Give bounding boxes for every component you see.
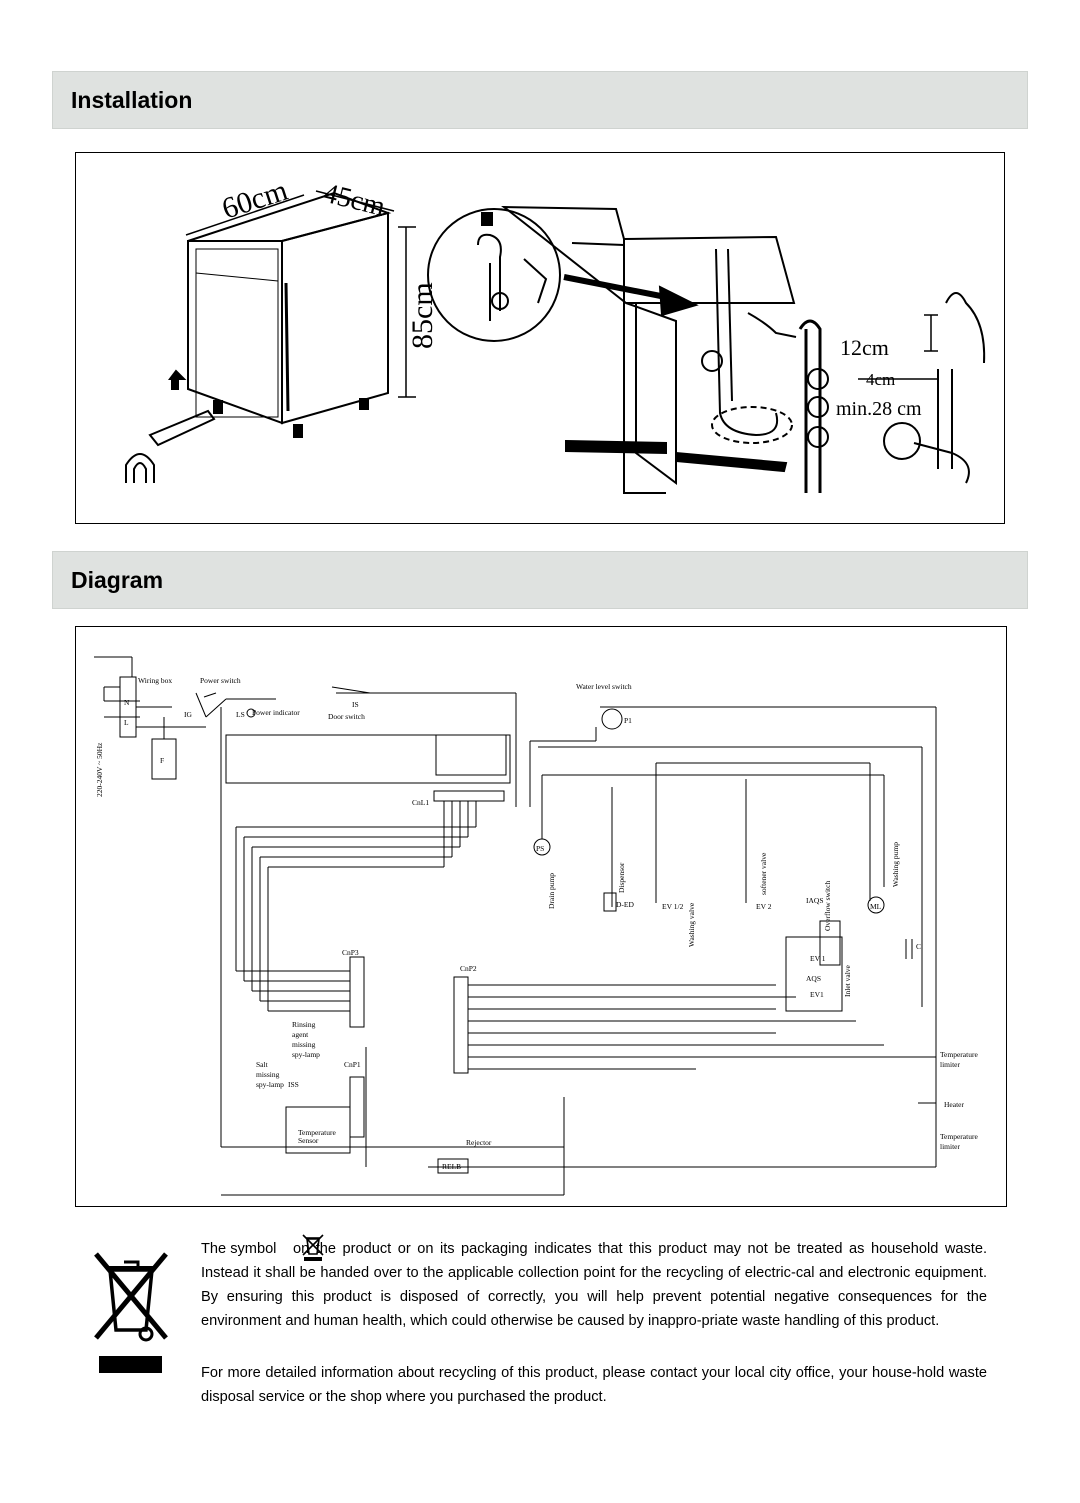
label-c: C <box>916 942 922 951</box>
label-relb: RELB <box>442 1162 462 1171</box>
drain-min-label: min.28 cm <box>836 398 922 420</box>
label-ml: ML <box>870 902 882 911</box>
label-cnp3: CnP3 <box>342 948 359 957</box>
weee-bin-icon <box>92 1248 170 1344</box>
recycling-info-text: For more detailed information about recycling of this product, please contact your local city office, your house-hold waste disposal service or the shop where you purchased the product. <box>201 1365 987 1405</box>
diagram-labels <box>95 676 978 1171</box>
weee-black-bar <box>99 1356 162 1373</box>
diagram-header <box>52 551 1028 609</box>
label-rinsing: Rinsing <box>292 1020 316 1029</box>
label-missing: missing <box>292 1040 316 1049</box>
label-power-indicator: Power indicator <box>252 708 300 717</box>
weee-notice-lead: The symbol <box>201 1241 277 1257</box>
label-iss: ISS <box>288 1080 299 1089</box>
label-drain-pump: Drain pump <box>547 872 556 909</box>
label-ig: IG <box>184 710 192 719</box>
label-agent: agent <box>292 1030 309 1039</box>
label-ev12: EV 1/2 <box>662 902 684 911</box>
installation-illustration <box>75 152 1005 524</box>
label-temp-limiter-1b: limiter <box>940 1060 960 1069</box>
label-spy-lamp: spy-lamp <box>292 1050 320 1059</box>
label-missing2: missing <box>256 1070 280 1079</box>
installation-header <box>52 71 1028 129</box>
label-l: L <box>124 718 129 727</box>
label-overflow-switch: Overflow switch <box>823 880 832 931</box>
label-supply: 220-240V ~ 50Hz <box>95 742 104 797</box>
label-dispensor: Dispensor <box>617 862 626 893</box>
installation-drawing <box>76 153 1004 523</box>
label-water-level-switch: Water level switch <box>576 682 632 691</box>
label-is: IS <box>352 700 359 709</box>
label-softener-valve: softener valve <box>759 852 768 895</box>
drain-height-label: 12cm <box>840 335 889 360</box>
label-ev2: EV 2 <box>756 902 772 911</box>
label-cnp2: CnP2 <box>460 964 477 973</box>
label-n: N <box>124 698 130 707</box>
label-temp-limiter-1a: Temperature <box>940 1050 978 1059</box>
wiring-schematic <box>76 627 1006 1206</box>
label-p1: P1 <box>624 716 632 725</box>
diagram-title: Diagram <box>71 567 164 593</box>
label-ps: PS <box>536 844 545 853</box>
dimension-depth: 45cm <box>320 177 389 223</box>
dimension-height: 85cm <box>406 282 439 349</box>
label-inlet-valve: Inlet valve <box>843 965 852 997</box>
label-ev1b: EV1 <box>810 990 824 999</box>
wiring-diagram <box>75 626 1007 1207</box>
label-wiring-box: Wiring box <box>138 676 173 685</box>
label-washing-valve: Washing valve <box>687 902 696 947</box>
label-temp-limiter-2a: Temperature <box>940 1132 978 1141</box>
label-door-switch: Door switch <box>328 712 365 721</box>
label-cnl1: CnL1 <box>412 798 430 807</box>
weee-notice-paragraph <box>201 1237 987 1333</box>
recycling-info-paragraph <box>201 1361 987 1409</box>
label-aqs: AQS <box>806 974 822 983</box>
label-temp-sensor-2: Sensor <box>298 1136 319 1145</box>
dimension-width: 60cm <box>217 173 292 226</box>
weee-notice-text: on the product or on its packaging indicates that this product may not be treated as household waste. Instead it shall be handed over to the applicable collection point for the recycling of electric-cal and electronic equipment. By ensuring this product is disposed of correctly, you will help prevent potential negative consequences for the environment and human health, which could otherwise be caused by inappro-priate waste handling of this product. <box>201 1241 987 1329</box>
label-d-ed: D-ED <box>616 900 634 909</box>
installation-title: Installation <box>71 87 193 113</box>
label-salt: Salt <box>256 1060 268 1069</box>
label-spy-lamp2: spy-lamp <box>256 1080 284 1089</box>
label-heater: Heater <box>944 1100 964 1109</box>
label-ls: LS <box>236 710 245 719</box>
label-temp-sensor-1: Temperature <box>298 1128 336 1137</box>
label-power-switch: Power switch <box>200 676 241 685</box>
label-washing-pump: Washing pump <box>891 841 900 887</box>
drain-diameter-label: 4cm <box>866 370 896 389</box>
label-temp-limiter-2b: limiter <box>940 1142 960 1151</box>
label-ev1: EV 1 <box>810 954 826 963</box>
label-iaqs: IAQS <box>806 896 824 905</box>
label-cnp1: CnP1 <box>344 1060 361 1069</box>
label-f: F <box>160 756 165 765</box>
label-rejector: Rejector <box>466 1138 492 1147</box>
